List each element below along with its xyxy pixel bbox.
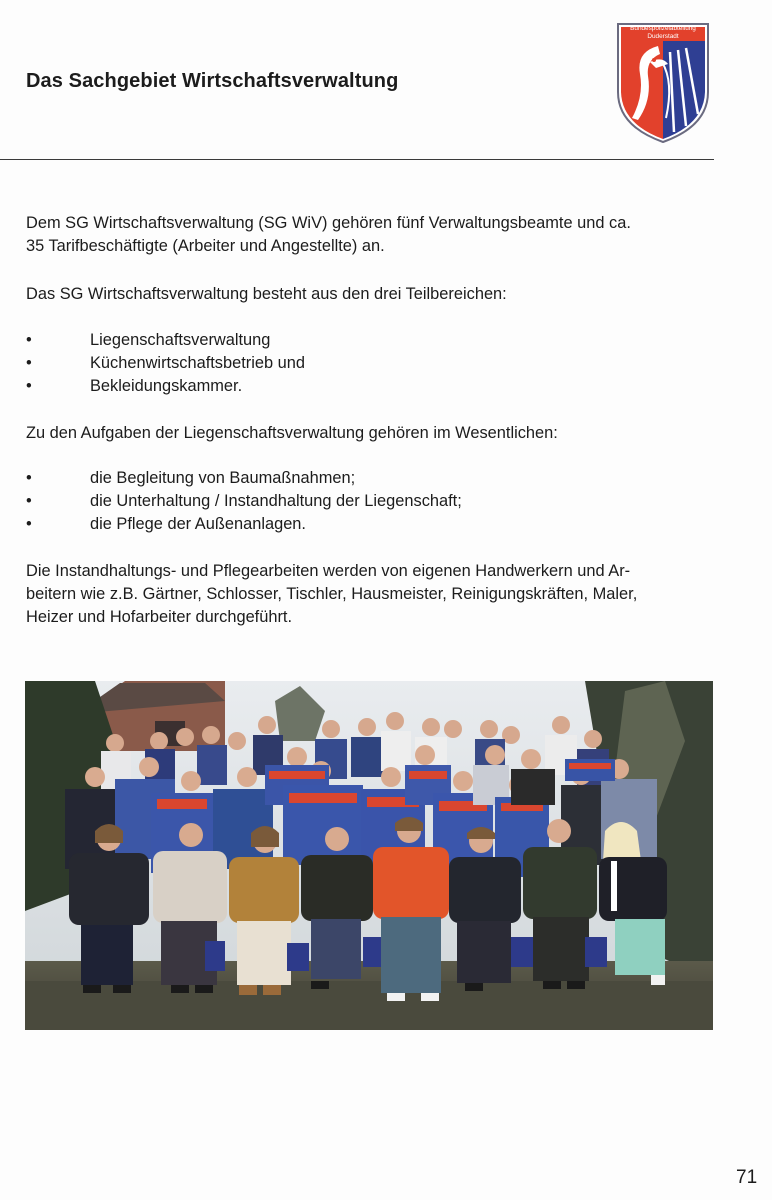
page-number: 71 <box>736 1167 758 1188</box>
bullet: • <box>26 331 32 349</box>
bullet: • <box>26 492 32 510</box>
list-item <box>26 513 716 536</box>
subarea-label: Liegenschaftsverwaltung <box>90 331 271 349</box>
list-item <box>26 467 716 490</box>
closing-paragraph <box>26 560 716 629</box>
list-item <box>26 329 716 352</box>
list-item <box>26 352 716 375</box>
bullet: • <box>26 515 32 533</box>
header-divider <box>0 159 714 160</box>
closing-line-3: Heizer und Hofarbeiter durchgeführt. <box>26 608 293 626</box>
list-item <box>26 375 716 398</box>
task-label: die Pflege der Außenanlagen. <box>90 515 306 533</box>
tasks-intro <box>26 422 716 445</box>
intro-line-1: Dem SG Wirtschaftsverwaltung (SG WiV) gehören fünf Verwaltungsbeamte und ca. <box>26 214 631 232</box>
bullet: • <box>26 377 32 395</box>
bullet: • <box>26 354 32 372</box>
subarea-label: Küchenwirtschaftsbetrieb und <box>90 354 306 372</box>
closing-line-2: beitern wie z.B. Gärtner, Schlosser, Tischler, Hausmeister, Reinigungskräften, Maler, <box>26 585 638 603</box>
page-title: Das Sachgebiet Wirtschaftsverwaltung <box>26 70 399 92</box>
task-label: die Begleitung von Baumaßnahmen; <box>90 469 356 487</box>
subareas-list <box>26 329 716 398</box>
crest-text-line1: Bundespolizeiabteilung <box>630 25 696 32</box>
closing-line-1: Die Instandhaltungs- und Pflegearbeiten werden von eigenen Handwerkern und Ar- <box>26 562 631 580</box>
subareas-intro-text: Das SG Wirtschaftsverwaltung besteht aus den drei Teilbereichen: <box>26 285 507 303</box>
intro-paragraph <box>26 212 716 258</box>
subarea-label: Bekleidungskammer. <box>90 377 243 395</box>
tasks-list <box>26 467 716 536</box>
crest-text-line2: Duderstadt <box>647 33 679 40</box>
list-item <box>26 490 716 513</box>
group-photo <box>25 681 713 1030</box>
tasks-intro-text: Zu den Aufgaben der Liegenschaftsverwaltung gehören im Wesentlichen: <box>26 424 558 442</box>
task-label: die Unterhaltung / Instandhaltung der Liegenschaft; <box>90 492 462 510</box>
intro-line-2: 35 Tarifbeschäftigte (Arbeiter und Angestellte) an. <box>26 237 385 255</box>
subareas-intro <box>26 283 716 306</box>
bullet: • <box>26 469 32 487</box>
